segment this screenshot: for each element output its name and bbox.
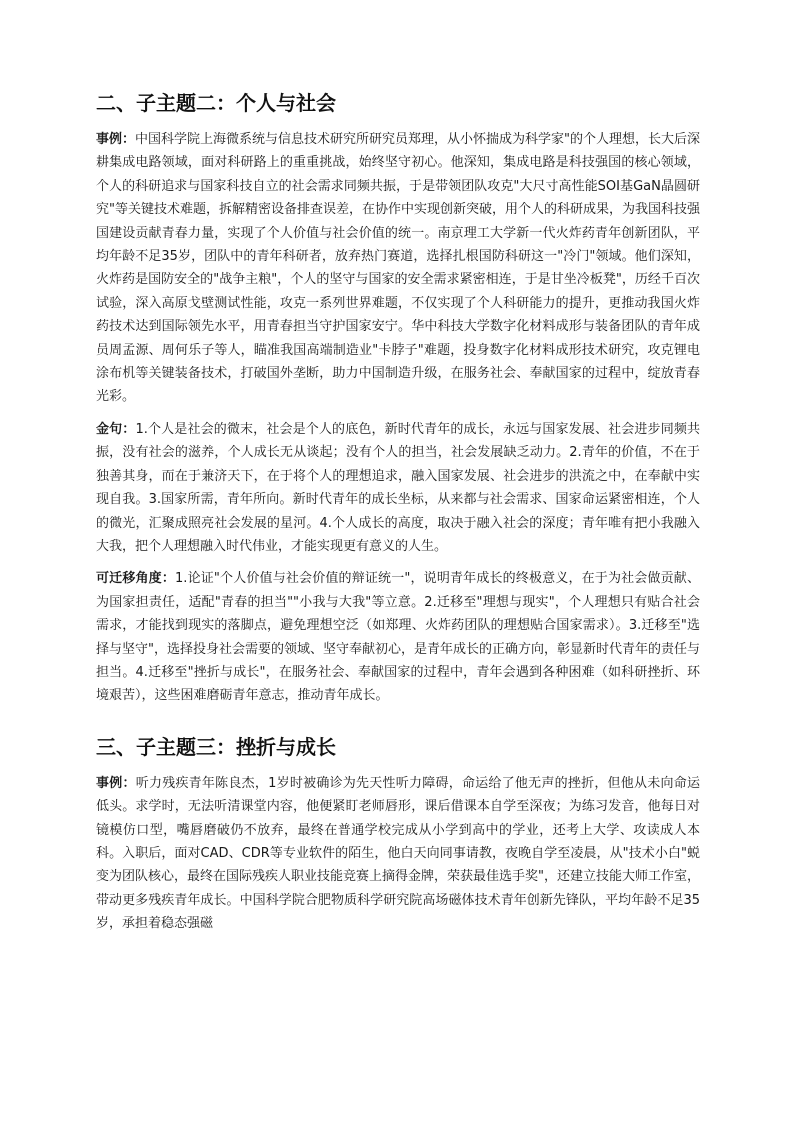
quote-paragraph: 金句：1.个人是社会的微末，社会是个人的底色，新时代青年的成长，永远与国家发展、社会进步同频共振，没有社会的滋养，个人成长无从谈起；没有个人的担当，社会发展缺乏动力。2.青年的价值，不在于独善其身，而在于兼济天下，在于将个人的理想追求，融入国家发展、社会进步的洪流之中，在奉献中实现自我。3.国家所需，青年所向。新时代青年的成长坐标，从来都与社会需求、国家命运紧密相连，个人的微光，汇聚成照亮社会发展的星河。4.个人成长的高度，取决于融入社会的深度；青年唯有把小我融入大我，把个人理想融入时代伟业，才能实现更有意义的人生。 (96, 421, 700, 554)
quote-label: 金句 (96, 421, 123, 437)
case-label-section3: 事例 (96, 775, 123, 791)
angle-paragraph: 可迁移角度：1.论证"个人价值与社会价值的辩证统一"，说明青年成长的终极意义，在于为社会做贡献、为国家担责任，适配"青春的担当""小我与大我"等立意。2.迁移至"理想与现实"，个人理想只有贴合社会需求，才能找到现实的落脚点，避免理想空泛（如郑理、火炸药团队的理想贴合国家需求）。3.迁移至"选择与坚守"，选择投身社会需要的领域、坚守奉献初心，是青年成长的正确方向，彰显新时代青年的责任与担当。4.迁移至"挫折与成长"，在服务社会、奉献国家的过程中，青年会遇到各种困难（如科研挫折、环境艰苦），这些困难磨砺青年意志，推动青年成长。 (96, 571, 700, 704)
angle-label: 可迁移角度 (96, 571, 162, 587)
angle-text: 1.论证"个人价值与社会价值的辩证统一"，说明青年成长的终极意义，在于为社会做贡献、为国家担责任，适配"青春的担当""小我与大我"等立意。2.迁移至"理想与现实"，个人理想只有贴合社会需求，才能找到现实的落脚点，避免理想空泛（如郑理、火炸药团队的理想贴合国家需求）。3.迁移至"选择与坚守"，选择投身社会需要的领域、坚守奉献初心，是青年成长的正确方向，彰显新时代青年的责任与担当。4.迁移至"挫折与成长"，在服务社会、奉献国家的过程中，青年会遇到各种困难（如科研挫折、环境艰苦），这些困难磨砺青年意志，推动青年成长。 (96, 571, 700, 704)
section-heading-setback-and-growth: 三、子主题三：挫折与成长 (96, 734, 336, 759)
section-heading-personal-and-society: 二、子主题二：个人与社会 (96, 91, 336, 115)
document-page (96, 88, 700, 945)
case-text: 中国科学院上海微系统与信息技术研究所研究员郑理，从小怀揣成为科学家"的个人理想，长大后深耕集成电路领域，面对科研路上的重重挑战，始终坚守初心。他深知，集成电路是科技强国的核心领域，个人的科研追求与国家科技自立的社会需求同频共振，于是带领团队攻克"大尺寸高性能SOI基GaN晶圆研究"等关键技术难题，拆解精密设备排查误差，在协作中实现创新突破，用个人的科研成果，为我国科技强国建设贡献青春力量，实现了个人价值与社会价值的统一。南京理工大学新一代火炸药青年创新团队，平均年龄不足35岁，团队中的青年科研者，放弃热门赛道，选择扎根国防科研这一"冷门"领域。他们深知，火炸药是国防安全的"战争主粮"，个人的坚守与国家的安全需求紧密相连，于是甘坐冷板凳"，历经千百次试验，深入高原戈壁测试性能，攻克一系列世界难题，不仅实现了个人科研能力的提升，更推动我国火炸药技术达到国际领先水平，用青春担当守护国家安宁。华中科技大学数字化材料成形与装备团队的青年成员周孟源、周何乐子等人，瞄准我国高端制造业"卡脖子"难题，投身数字化材料成形技术研究，攻克锂电涂布机等关键装备技术，打破国外垄断，助力中国制造升级，在服务社会、奉献国家的过程中，绽放青春光彩。 (96, 132, 701, 405)
case-paragraph-section3: 事例：听力残疾青年陈良杰，1岁时被确诊为先天性听力障碍，命运给了他无声的挫折，但他从未向命运低头。求学时，无法听清课堂内容，他便紧盯老师唇形，课后借课本自学至深夜；为练习发音，他每日对镜模仿口型，嘴唇磨破仍不放弃，最终在普通学校完成从小学到高中的学业，还考上大学、攻读成人本科。入职后，面对CAD、CDR等专业软件的陌生，他白天向同事请教，夜晚自学至凌晨，从"技术小白"蜕变为团队核心，最终在国际残疾人职业技能竞赛上摘得金牌，荣获最佳选手奖"，还建立技能大师工作室，带动更多残疾青年成长。中国科学院合肥物质科学研究院高场磁体技术青年创新先锋队，平均年龄不足35岁，承担着稳态强磁 (96, 775, 700, 932)
case-label: 事例 (96, 132, 123, 147)
case-text-section3: 听力残疾青年陈良杰，1岁时被确诊为先天性听力障碍，命运给了他无声的挫折，但他从未向命运低头。求学时，无法听清课堂内容，他便紧盯老师唇形，课后借课本自学至深夜；为练习发音，他每日对镜模仿口型，嘴唇磨破仍不放弃，最终在普通学校完成从小学到高中的学业，还考上大学、攻读成人本科。入职后，面对CAD、CDR等专业软件的陌生，他白天向同事请教，夜晚自学至凌晨，从"技术小白"蜕变为团队核心，最终在国际残疾人职业技能竞赛上摘得金牌，荣获最佳选手奖"，还建立技能大师工作室，带动更多残疾青年成长。中国科学院合肥物质科学研究院高场磁体技术青年创新先锋队，平均年龄不足35岁，承担着稳态强磁 (96, 775, 700, 932)
case-paragraph: 事例：中国科学院上海微系统与信息技术研究所研究员郑理，从小怀揣成为科学家"的个人理想，长大后深耕集成电路领域，面对科研路上的重重挑战，始终坚守初心。他深知，集成电路是科技强国的核心领域，个人的科研追求与国家科技自立的社会需求同频共振，于是带领团队攻克"大尺寸高性能SOI基GaN晶圆研究"等关键技术难题，拆解精密设备排查误差，在协作中实现创新突破，用个人的科研成果，为我国科技强国建设贡献青春力量，实现了个人价值与社会价值的统一。南京理工大学新一代火炸药青年创新团队，平均年龄不足35岁，团队中的青年科研者，放弃热门赛道，选择扎根国防科研这一"冷门"领域。他们深知，火炸药是国防安全的"战争主粮"，个人的坚守与国家的安全需求紧密相连，于是甘坐冷板凳"，历经千百次试验，深入高原戈壁测试性能，攻克一系列世界难题，不仅实现了个人科研能力的提升，更推动我国火炸药技术达到国际领先水平，用青春担当守护国家安宁。华中科技大学数字化材料成形与装备团队的青年成员周孟源、周何乐子等人，瞄准我国高端制造业"卡脖子"难题，投身数字化材料成形技术研究，攻克锂电涂布机等关键装备技术，打破国外垄断，助力中国制造升级，在服务社会、奉献国家的过程中，绽放青春光彩。 (96, 132, 701, 405)
quote-text: 1.个人是社会的微末，社会是个人的底色，新时代青年的成长，永远与国家发展、社会进步同频共振，没有社会的滋养，个人成长无从谈起；没有个人的担当，社会发展缺乏动力。2.青年的价值，不在于独善其身，而在于兼济天下，在于将个人的理想追求，融入国家发展、社会进步的洪流之中，在奉献中实现自我。3.国家所需，青年所向。新时代青年的成长坐标，从来都与社会需求、国家命运紧密相连，个人的微光，汇聚成照亮社会发展的星河。4.个人成长的高度，取决于融入社会的深度；青年唯有把小我融入大我，把个人理想融入时代伟业，才能实现更有意义的人生。 (96, 421, 700, 554)
